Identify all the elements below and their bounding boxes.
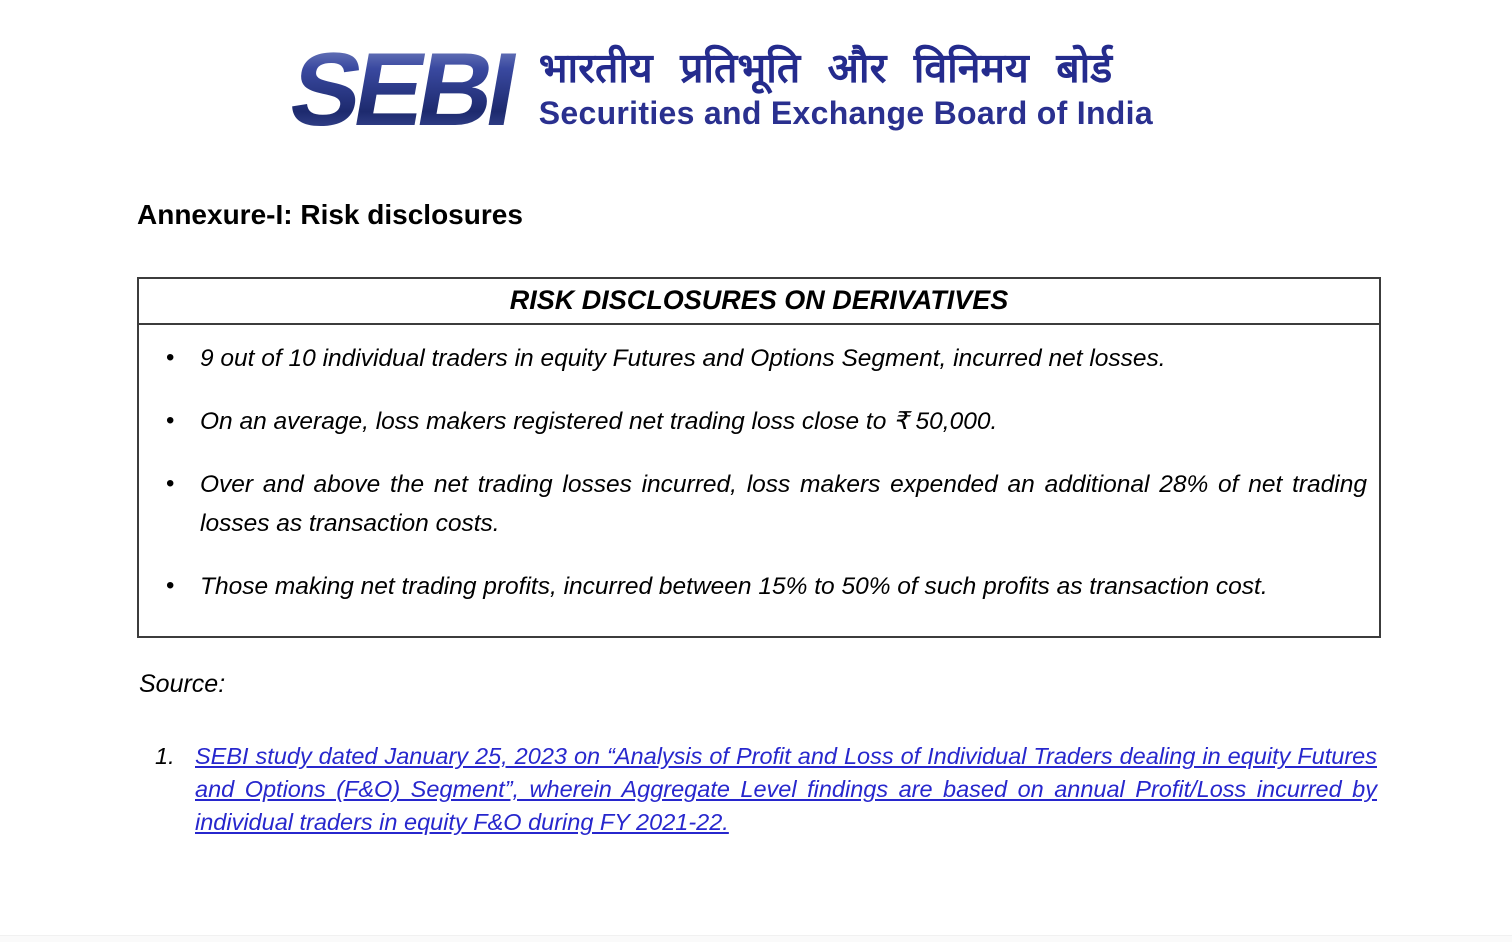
bullet-icon: • [166, 344, 175, 371]
sebi-logo-header [281, 32, 1153, 148]
org-name-english: Securities and Exchange Board of India [538, 95, 1153, 131]
bullet-text: Those making net trading profits, incurred between 15% to 50% of such profits as transaction cost. [200, 573, 1268, 600]
box-body [139, 325, 1379, 636]
risk-disclosure-box [137, 277, 1381, 638]
list-item [152, 567, 1367, 606]
bullet-icon: • [166, 572, 175, 599]
page-bottom-edge [0, 935, 1512, 942]
source-label: Source: [139, 670, 226, 698]
source-item-number: 1. [155, 743, 175, 769]
page-title: Annexure-I: Risk disclosures [137, 198, 523, 230]
org-name-hindi: भारतीय प्रतिभूति और विनिमय बोर्ड [538, 45, 1113, 91]
bullet-text: Over and above the net trading losses incurred, loss makers expended an additional 28% of net trading losses as transaction costs. [200, 471, 1367, 537]
list-item [152, 339, 1367, 378]
box-title: RISK DISCLOSURES ON DERIVATIVES [139, 279, 1379, 325]
sebi-study-link[interactable]: SEBI study dated January 25, 2023 on “Analysis of Profit and Loss of Individual Traders dealing in equity Futures and Options (F&O) Segment”, wherein Aggregate Level findings are based on annual Profit/Loss incurred by individual traders in equity F&O during FY 2021-22. [195, 743, 1377, 835]
list-item [152, 465, 1367, 543]
bullet-text: 9 out of 10 individual traders in equity Futures and Options Segment, incurred net losses. [200, 345, 1166, 372]
org-name-block [539, 36, 1153, 131]
bullet-list [152, 339, 1367, 606]
bullet-icon: • [166, 470, 175, 497]
list-item [152, 402, 1367, 441]
bullet-text: On an average, loss makers registered net trading loss close to ₹ 50,000. [200, 408, 998, 435]
bullet-icon: • [166, 407, 175, 434]
source-list [155, 740, 1377, 839]
sebi-logo-icon: SEBI [278, 36, 534, 144]
